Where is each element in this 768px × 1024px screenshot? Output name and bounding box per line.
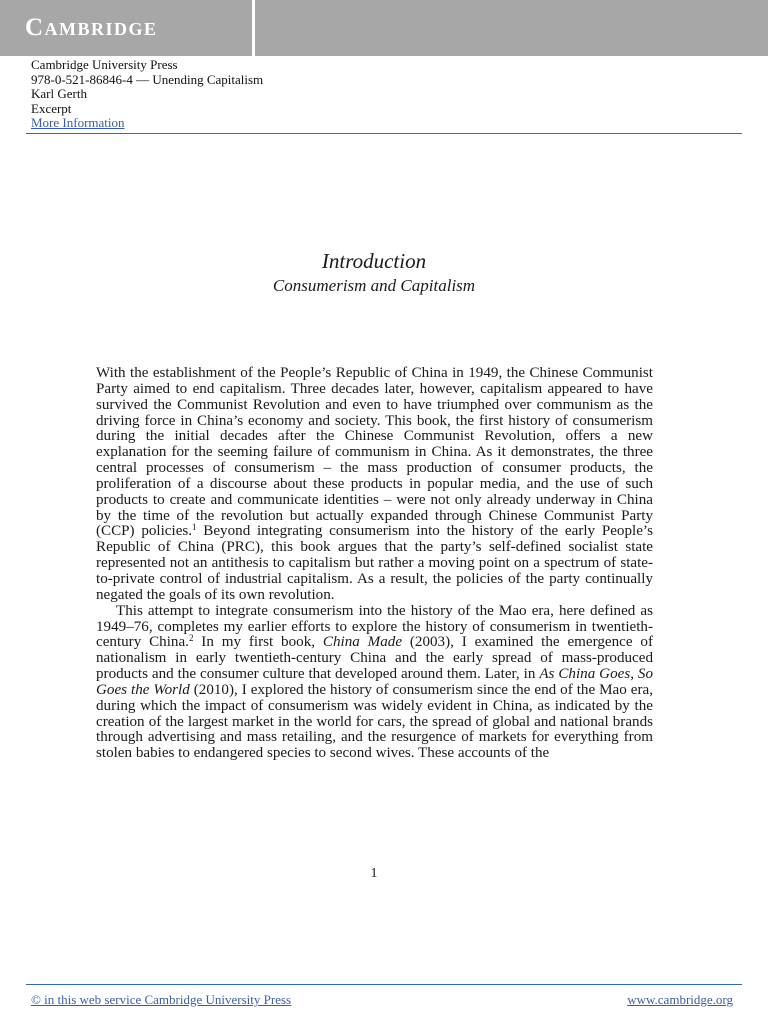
chapter-subtitle: Consumerism and Capitalism (272, 276, 476, 295)
paragraph-2-text-b: In my first book, (193, 634, 323, 651)
header-divider (26, 133, 742, 134)
paragraph-1 (96, 366, 653, 604)
copyright-link[interactable]: © in this web service Cambridge University Press (31, 992, 292, 1007)
more-information-link[interactable]: More Information (31, 115, 125, 131)
header-bar (0, 0, 768, 56)
book-title-as-china-goes: As China Goes, So Goes the World (96, 666, 653, 698)
footnote-marker-1: 1 (192, 522, 197, 533)
paragraph-1-text-b: Beyond integrating consumerism into the history of the early People’s Republic of China (PRC), this book argues that the party’s self-defined socialist state represented not an antithesis to capitalism but rather a moving point on a spectrum of state-to-private control of industrial capitalism. As a result, the policies of the party continually negated the goals of its own revolution. (96, 523, 653, 603)
book-metadata (31, 58, 263, 131)
logo-box (0, 0, 255, 56)
publisher-line: Cambridge University Press (31, 57, 178, 72)
paragraph-2-text-a: This attempt to integrate consumerism into the history of the Mao era, here defined as 1949–76, completes my earlier efforts to explore the history of consumerism in twentieth-century China. (96, 602, 653, 651)
author-line: Karl Gerth (31, 86, 87, 102)
website-link[interactable]: www.cambridge.org (627, 992, 733, 1007)
chapter-title: Introduction (321, 249, 427, 273)
excerpt-line: Excerpt (31, 100, 72, 116)
book-title-china-made: China Made (322, 634, 403, 651)
paragraph-2 (96, 604, 653, 762)
footnote-marker-2: 2 (188, 633, 194, 644)
paragraph-2-text-c: (2003), I examined the emergence of nationalism in early twentieth-century China and the early spread of mass-produced products and the consumer culture that developed around them. Later, in (96, 634, 653, 683)
paragraph-2-text-d: (2010), I explored the history of consumerism since the end of the Mao era, during which the impact of consumerism was widely evident in China, as indicated by the creation of the largest market in the world for cars, the spread of global and national brands through advertising and mass retailing, and the resurgence of markets for everything from stolen babies to endangered species to second wives. These accounts of the (96, 681, 653, 762)
footer-divider (26, 984, 742, 985)
cambridge-logo: Cambridge (25, 14, 158, 41)
body-text (96, 366, 653, 762)
paragraph-1-text-a: With the establishment of the People’s Republic of China in 1949, the Chinese Communist Party aimed to end capitalism. Three decades later, however, capitalism appeared to have survived the Communist Revolution and even to have triumphed over communism as the driving force in China’s economy and society. This book, the first history of consumerism during the initial decades after the Chinese Communist Revolution, offers a new explanation for the seeming failure of communism in China. As it demonstrates, the three central processes of consumerism – the mass production of consumer products, the proliferation of a discourse about these products in popular media, and the use of such products to create and communicate identities – were not only already underway in China by the time of the revolution but actually expanded through Chinese Communist Party (CCP) policies. (96, 365, 653, 540)
page-number: 1 (370, 866, 378, 881)
isbn-title-line: 978-0-521-86846-4 — Unending Capitalism (31, 71, 264, 87)
